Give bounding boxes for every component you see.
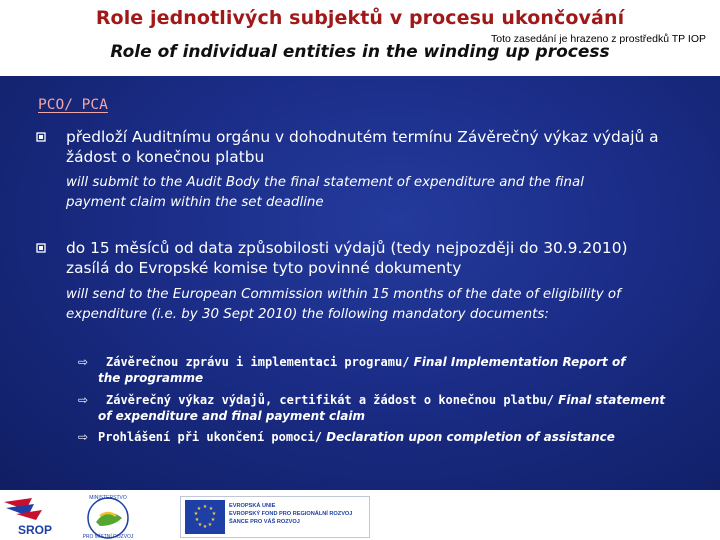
svg-text:★: ★ — [210, 517, 216, 523]
arrow-right-icon: ⇨ — [78, 430, 89, 444]
bullet-1-cz-line1: předloží Auditnímu orgánu v dohodnutém termínu Závěrečný výkaz výdajů a — [66, 128, 659, 146]
funding-note: Toto zasedání je hrazeno z prostředků TP IOP — [491, 33, 706, 45]
svg-text:★: ★ — [207, 522, 213, 528]
eu-line-2: EVROPSKÝ FOND PRO REGIONÁLNÍ ROZVOJ — [229, 511, 353, 517]
bullet-2-en-line2: expenditure (i.e. by 30 Sept 2010) the following mandatory documents: — [66, 306, 549, 322]
document-3-cz: Prohlášení při ukončení pomoci/ — [98, 430, 322, 444]
svg-text:MINISTERSTVO: MINISTERSTVO — [89, 495, 127, 501]
bullet-2-cz — [66, 238, 686, 278]
ministry-logo — [70, 492, 148, 540]
eu-line-3: ŠANCE PRO VÁŠ ROZVOJ — [229, 519, 300, 525]
bullet-2-en-line1: will send to the European Commission within 15 months of the date of eligibility of — [66, 287, 621, 302]
svg-text:★: ★ — [197, 522, 203, 528]
document-2-en-cont: of expenditure and final payment claim — [98, 409, 365, 423]
eu-fund-text — [229, 502, 369, 526]
svg-text:PRO MÍSTNÍ ROZVOJ: PRO MÍSTNÍ ROZVOJ — [82, 534, 134, 540]
bullet-1-cz-line2: žádost o konečnou platbu — [66, 148, 265, 166]
svg-text:★: ★ — [196, 506, 202, 512]
svg-text:★: ★ — [194, 517, 200, 523]
document-3-en: Declaration upon completion of assistance — [321, 430, 615, 444]
document-1-en-cont: the programme — [98, 371, 204, 385]
slide-body — [0, 76, 720, 490]
document-1-cz: Závěrečnou zprávu i implementaci programu/ — [106, 355, 410, 369]
bullet-2-cz-line1: do 15 měsíců od data způsobilosti výdajů (tedy nejpozději do 30.9.2010) — [66, 239, 628, 257]
section-heading: PCO/ PCA — [38, 97, 108, 113]
arrow-right-icon: ⇨ — [78, 393, 89, 407]
document-item — [78, 429, 678, 445]
document-2-en: Final statement — [553, 393, 666, 407]
bullet-1-en-line2: payment claim within the set deadline — [66, 194, 324, 210]
square-bullet-icon — [36, 243, 47, 254]
svg-text:SROP: SROP — [18, 523, 53, 537]
document-1-en: Final Implementation Report of — [409, 355, 626, 369]
document-item — [78, 354, 678, 386]
square-bullet-icon — [36, 132, 47, 143]
svg-text:★: ★ — [193, 511, 199, 517]
arrow-right-icon: ⇨ — [78, 355, 89, 369]
bullet-1-cz — [66, 127, 686, 167]
bullet-1-en — [66, 173, 666, 212]
document-item — [78, 392, 678, 424]
slide-title: Role jednotlivých subjektů v procesu ukončování — [95, 7, 625, 29]
bullet-2-cz-line2: zasílá do Evropské komise tyto povinné dokumenty — [66, 259, 462, 277]
eu-fund-logo — [180, 496, 370, 538]
document-2-cz: Závěrečný výkaz výdajů, certifikát a žádost o konečnou platbu/ — [106, 393, 554, 407]
svg-text:★: ★ — [208, 506, 214, 512]
svg-text:★: ★ — [202, 524, 208, 530]
slide-subtitle: Role of individual entities in the winding up process — [110, 42, 610, 62]
eu-line-1: EVROPSKÁ UNIE — [229, 503, 276, 509]
eu-flag-icon — [185, 500, 225, 534]
srop-logo — [2, 496, 60, 540]
svg-text:★: ★ — [202, 504, 208, 510]
bullet-2-en — [66, 285, 666, 324]
svg-text:★: ★ — [211, 511, 217, 517]
bullet-1-en-line1: will submit to the Audit Body the final statement of expenditure and the final — [66, 175, 584, 190]
